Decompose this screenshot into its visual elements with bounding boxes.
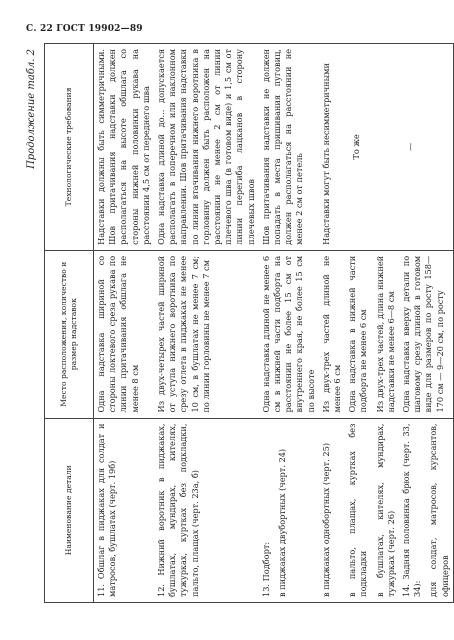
table-row xyxy=(154,44,259,603)
row-placement: Одна надставка шириной со стороны локтевого среза рукава по линии притачивания обшлага не менее 8 см xyxy=(94,250,155,418)
row-placement xyxy=(345,250,399,418)
header-detail-name: Наименование детали xyxy=(45,418,94,602)
row-detail-title: 14. Задняя половинка брюк (черт. 33, 34): xyxy=(401,423,423,597)
row-detail-subitem: для солдат, матросов, курсантов, офицеров xyxy=(428,423,450,597)
header-placement: Место расположения, количество и размер надставок xyxy=(45,250,94,418)
row-requirements xyxy=(399,44,453,251)
page-header: С. 22 ГОСТ 19902—89 xyxy=(26,24,143,34)
row-requirements-dash: — xyxy=(405,142,416,152)
row-requirements: Одна надставка длиной до... допускается располагать в поперечном или наклонном направлении. Шов притачивания надставки по линии втачивания нижнего воротника в горловину должен быть расположен на расстоянии не менее 2 см от линии плечевого шва (в готовом виде) и 1,5 см от линии перегиба лацканов в сторону плечевых швов xyxy=(154,44,259,251)
row-detail-title: в пальто, плащах, куртках без подкладки xyxy=(347,423,369,597)
row-placement: Одна надставка вверху детали по шаговому срезу длиной в готовом виде для размеров по росту 158—170 см — 9—20 см, по росту xyxy=(399,250,453,418)
table-continuation-label: Продолжение табл. 2 xyxy=(26,49,37,169)
header-requirements: Технологические требования xyxy=(45,44,94,251)
row-placement: Одна надставка длиной не менее 6 см в нижней части подборта на расстоянии не более 15 см от внутреннего края, не более 15 см по высоте xyxy=(259,250,319,418)
row-placement-text: Одна надставка в нижней части подборта не менее 6 см xyxy=(347,255,369,413)
row-detail-title: 13. Подборт: xyxy=(260,541,271,597)
rotated-table-page xyxy=(22,43,450,603)
table-row xyxy=(94,44,155,603)
table-row xyxy=(399,44,453,603)
row-detail-name xyxy=(345,418,399,602)
row-requirements: Шов притачивания надставки не должен попадать в места пришивания пуговиц, должен располагаться на расстоянии не менее 2 см от петель xyxy=(259,44,319,251)
row-placement-text-2: Из двух-трех частей, длина нижней надставки не менее 6—8 см xyxy=(374,255,396,413)
row-placement: Из двух-трех частей длиной не менее 6 см xyxy=(319,250,345,418)
table-row xyxy=(345,44,399,603)
row-detail-name xyxy=(399,418,453,602)
row-detail-subitem: в бушлатах, кителях, мундирах, тужурках (черт. 26) xyxy=(374,423,396,597)
row-requirements: Надставки должны быть симметричными. Шов притачивания надставки должен располагаться на высоте обшлага со стороны нижней половинки рукава на расстоянии 4,5 см от переднего шва xyxy=(94,44,155,251)
row-requirements xyxy=(345,44,399,251)
table-row xyxy=(259,44,319,603)
row-detail-subitem: в пиджаках двубортных (черт. 24) xyxy=(277,448,288,597)
table-header-row xyxy=(45,44,94,603)
row-placement: Из двух-четырех частей шириной от уступа нижнего воротника по срезу отлета в пиджаках не менее 10 см, в бушлатах не менее 7 см; по линии горловины не менее 7 см xyxy=(154,250,259,418)
row-requirements-same: То же xyxy=(351,134,362,160)
row-requirements: Надставки могут быть несимметричными xyxy=(319,44,345,251)
row-detail-name xyxy=(259,418,319,602)
table-row xyxy=(319,44,345,603)
row-detail-name: 11. Обшлаг в пиджаках для солдат и матросов, бушлатах (черт. 19б) xyxy=(94,418,155,602)
requirements-table xyxy=(44,43,454,603)
row-detail-name: 12. Нижний воротник в пиджаках, бушлатах, мундирах, кителях, тужурках, куртках без подкладки, пальто, плащах (черт. 23а, б) xyxy=(154,418,259,602)
row-detail-name: в пиджаках однобортных (черт. 25) xyxy=(319,418,345,602)
